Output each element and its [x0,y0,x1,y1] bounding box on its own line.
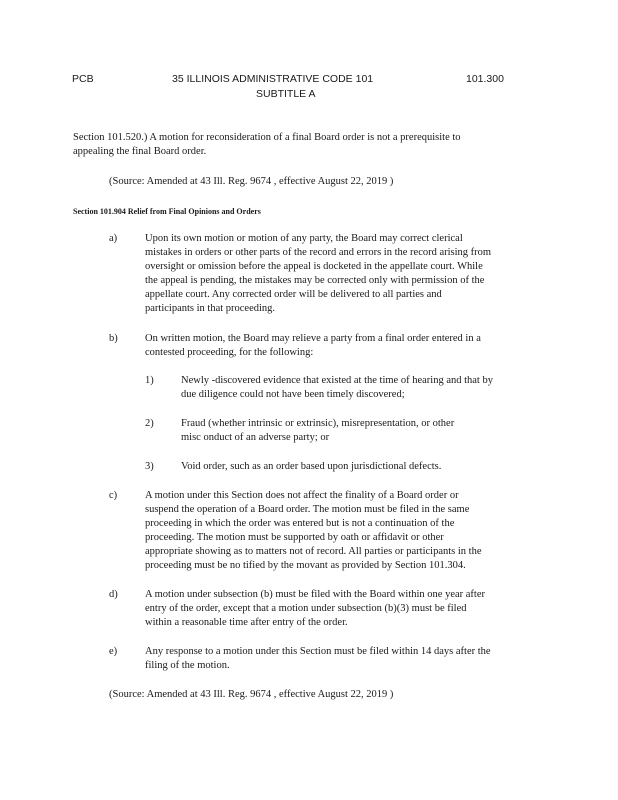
item-e-line: filing of the motion. [145,660,230,671]
item-c-line: proceeding in which the order was entered but is not a continuation of the [145,518,455,529]
item-label-b: b) [109,333,118,344]
subitem-label-b2: 2) [145,418,154,429]
item-b-line: contested proceeding, for the following: [145,347,314,358]
item-label-a: a) [109,233,118,244]
subitem-b2-line: Fraud (whether intrinsic or extrinsic), misrepresentation, or other [181,418,455,429]
subitem-label-b3: 3) [145,461,154,472]
header-center-line2: SUBTITLE A [256,88,316,100]
subitem-b3-line: Void order, such as an order based upon jurisdictional defects. [181,461,442,472]
subitem-b1-line: due diligence could not have been timely discovered; [181,389,405,400]
header-right: 101.300 [466,73,504,85]
item-a-line: Upon its own motion or motion of any party, the Board may correct clerical [145,233,463,244]
item-label-e: e) [109,646,118,657]
item-c-line: proceeding must be no tified by the movant as provided by Section 101.304. [145,560,466,571]
intro-line-2: appealing the final Board order. [73,146,207,157]
subitem-b1-line: Newly -discovered evidence that existed at the time of hearing and that by [181,375,493,386]
item-a-line: oversight or omission before the appeal is docketed in the appellate court. While [145,261,483,272]
item-c-line: A motion under this Section does not affect the finality of a Board order or [145,490,459,501]
section-heading: Section 101.904 Relief from Final Opinions and Orders [73,207,261,216]
intro-line-1: Section 101.520.) A motion for reconsideration of a final Board order is not a prerequisite to [73,132,461,143]
item-a-line: the appeal is pending, the mistakes may be corrected only with permission of the [145,275,485,286]
subitem-b2-line: misc onduct of an adverse party; or [181,432,330,443]
item-d-line: entry of the order, except that a motion under subsection (b)(3) must be filed [145,603,467,614]
item-label-c: c) [109,490,118,501]
header-center-line1: 35 ILLINOIS ADMINISTRATIVE CODE 101 [172,73,374,85]
item-c-line: proceeding. The motion must be supported by oath or affidavit or other [145,532,444,543]
header-left: PCB [72,73,94,85]
item-label-d: d) [109,589,118,600]
item-d-line: within a reasonable time after entry of the order. [145,617,348,628]
item-b-line: On written motion, the Board may relieve a party from a final order entered in a [145,333,481,344]
item-c-line: appropriate showing as to matters not of record. All parties or participants in the [145,546,482,557]
item-a-line: participants in that proceeding. [145,303,276,314]
item-a-line: mistakes in orders or other parts of the record and errors in the record arising from [145,247,492,258]
item-d-line: A motion under subsection (b) must be filed with the Board within one year after [145,589,486,600]
source-note: (Source: Amended at 43 Ill. Reg. 9674 , effective August 22, 2019 ) [109,176,394,187]
item-a-line: appellate court. Any corrected order will be delivered to all parties and [145,289,442,300]
item-e-line: Any response to a motion under this Section must be filed within 14 days after the [145,646,491,657]
subitem-label-b1: 1) [145,375,154,386]
item-c-line: suspend the operation of a Board order. The motion must be filed in the same [145,504,470,515]
source-note: (Source: Amended at 43 Ill. Reg. 9674 , effective August 22, 2019 ) [109,689,394,700]
